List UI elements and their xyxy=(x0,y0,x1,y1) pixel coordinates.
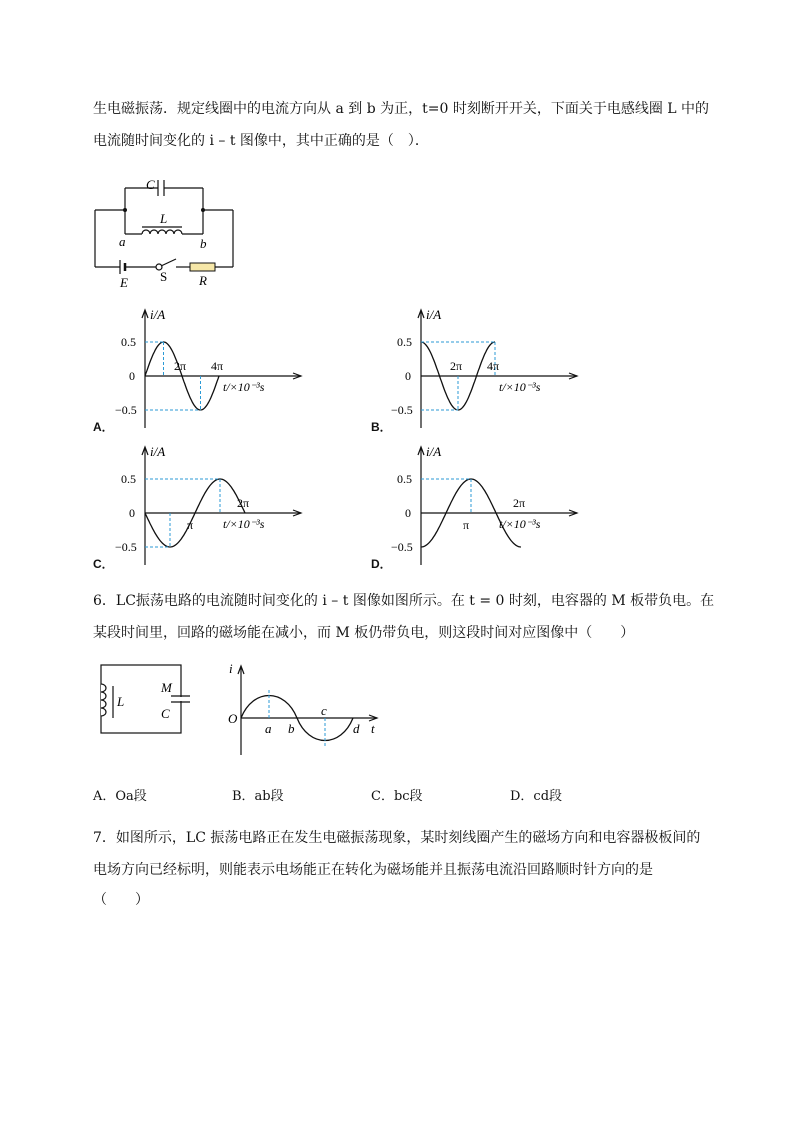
label-c: C xyxy=(146,177,155,192)
tick-bottom: −0.5 xyxy=(115,403,137,417)
graph-d xyxy=(391,440,581,570)
label-b: b xyxy=(200,236,207,251)
q6-label-c: C xyxy=(161,706,170,721)
option-d-label[interactable]: D． xyxy=(371,557,392,571)
q6-option-c[interactable]: C．bc段 xyxy=(371,789,423,804)
tick-mid: 2π xyxy=(174,359,187,373)
q7-line1: 7．如图所示，LC 振荡电路正在发生电磁振荡现象，某时刻线圈产生的磁场方向和电容器极板间的 xyxy=(93,830,701,846)
label-a: a xyxy=(119,234,126,249)
q6-point-c: c xyxy=(321,703,327,718)
q6-point-b: b xyxy=(288,721,295,736)
q6-point-d: d xyxy=(353,721,360,736)
q6-option-a[interactable]: A．Oa段 xyxy=(93,789,147,804)
q6-line1: 6．LC振荡电路的电流随时间变化的 i – t 图像如图所示。在 t = 0 时刻，电容器的 M 板带负电。在 xyxy=(93,593,715,609)
q6-it-graph xyxy=(225,660,385,760)
x-axis-label: t/×10⁻³s xyxy=(499,380,541,394)
tick-mid: π xyxy=(187,518,194,532)
tick-zero: 0 xyxy=(405,506,411,520)
tick-top: 0.5 xyxy=(397,335,412,349)
tick-zero: 0 xyxy=(129,369,135,383)
q5-circuit-diagram xyxy=(90,172,250,290)
q7-line3: （ ） xyxy=(93,892,149,908)
tick-bottom: −0.5 xyxy=(391,540,413,554)
option-b-label[interactable]: B． xyxy=(371,420,392,434)
option-c-label[interactable]: C． xyxy=(93,557,114,571)
tick-mid: 2π xyxy=(450,359,463,373)
q5-line2: 电流随时间变化的 i – t 图像中，其中正确的是（ ）． xyxy=(93,133,429,149)
q6-circuit-diagram xyxy=(95,660,190,740)
tick-top: 0.5 xyxy=(121,335,136,349)
tick-top: 0.5 xyxy=(397,472,412,486)
tick-end: 2π xyxy=(237,496,250,510)
q6-axis-t: t xyxy=(371,721,375,736)
q6-label-l: L xyxy=(117,694,125,709)
graph-b xyxy=(391,303,581,433)
q6-option-d[interactable]: D．cd段 xyxy=(510,789,563,804)
label-e: E xyxy=(120,275,128,290)
tick-end: 4π xyxy=(211,359,224,373)
tick-zero: 0 xyxy=(405,369,411,383)
q6-line2: 某段时间里，回路的磁场能在减小，而 M 板仍带负电，则这段时间对应图像中（ ） xyxy=(93,625,635,641)
y-axis-label: i/A xyxy=(150,444,166,459)
option-a-label[interactable]: A． xyxy=(93,420,114,434)
q6-option-b[interactable]: B．ab段 xyxy=(232,789,284,804)
tick-zero: 0 xyxy=(129,506,135,520)
tick-top: 0.5 xyxy=(121,472,136,486)
tick-bottom: −0.5 xyxy=(115,540,137,554)
tick-end: 4π xyxy=(487,359,500,373)
tick-mid: π xyxy=(463,518,470,532)
q6-point-a: a xyxy=(265,721,272,736)
x-axis-label: t/×10⁻³s xyxy=(223,517,265,531)
x-axis-label: t/×10⁻³s xyxy=(499,517,541,531)
graph-c xyxy=(115,440,305,570)
q5-line1: 生电磁振荡．规定线圈中的电流方向从 a 到 b 为正，t=0 时刻断开开关，下面关于电感线圈 L 中的 xyxy=(93,101,710,117)
label-r: R xyxy=(199,273,207,288)
q7-line2: 电场方向已经标明，则能表示电场能正在转化为磁场能并且振荡电流沿回路顺时针方向的是 xyxy=(93,862,653,878)
x-axis-label: t/×10⁻³s xyxy=(223,380,265,394)
graph-a xyxy=(115,303,305,433)
q6-label-m: M xyxy=(161,680,172,695)
label-l: L xyxy=(160,211,168,226)
y-axis-label: i/A xyxy=(150,307,166,322)
label-s: S xyxy=(160,269,168,284)
tick-end: 2π xyxy=(513,496,526,510)
y-axis-label: i/A xyxy=(426,307,442,322)
y-axis-label: i/A xyxy=(426,444,442,459)
q6-origin: O xyxy=(228,711,238,726)
q6-axis-i: i xyxy=(229,661,233,676)
tick-bottom: −0.5 xyxy=(391,403,413,417)
